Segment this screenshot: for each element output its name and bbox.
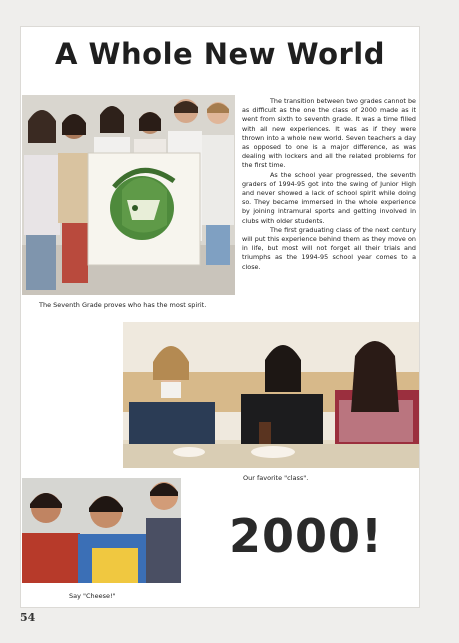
page-number: 54	[20, 611, 36, 624]
photo-caption-cheese: Say "Cheese!"	[69, 592, 116, 600]
cafeteria-photo	[123, 322, 419, 468]
article-body	[242, 97, 416, 272]
article-paragraph: As the school year progressed, the seventh graders of 1994-95 got into the swing of Junior High and never showed a lack of school spirit while doing so. They became immersed in the whole experience by joining intramural sports and getting involved in clubs with older students.	[242, 170, 416, 225]
spirit-banner-photo	[22, 95, 235, 295]
article-paragraph: The first graduating class of the next century will put this experience behind them as they move on in life, but most will not forget all their trials and triumphs as the 1994-95 school year comes to a close.	[242, 225, 416, 271]
class-year-graphic: 2000!	[229, 509, 384, 563]
photo-caption-class: Our favorite "class".	[243, 474, 309, 482]
cheese-photo	[22, 478, 181, 583]
photo-caption-spirit: The Seventh Grade proves who has the most spirit.	[39, 301, 207, 309]
page-title: A Whole New World	[54, 37, 385, 71]
yearbook-page	[20, 26, 420, 608]
article-paragraph: The transition between two grades cannot be as difficult as the one the class of 2000 made as it went from sixth to seventh grade. It was a time filled with all new experiences. It was as if they were thrown into a whole new world. Seven teachers a day as opposed to one is a major difference, as was dealing with lockers and all the related problems for the first time.	[242, 97, 416, 170]
